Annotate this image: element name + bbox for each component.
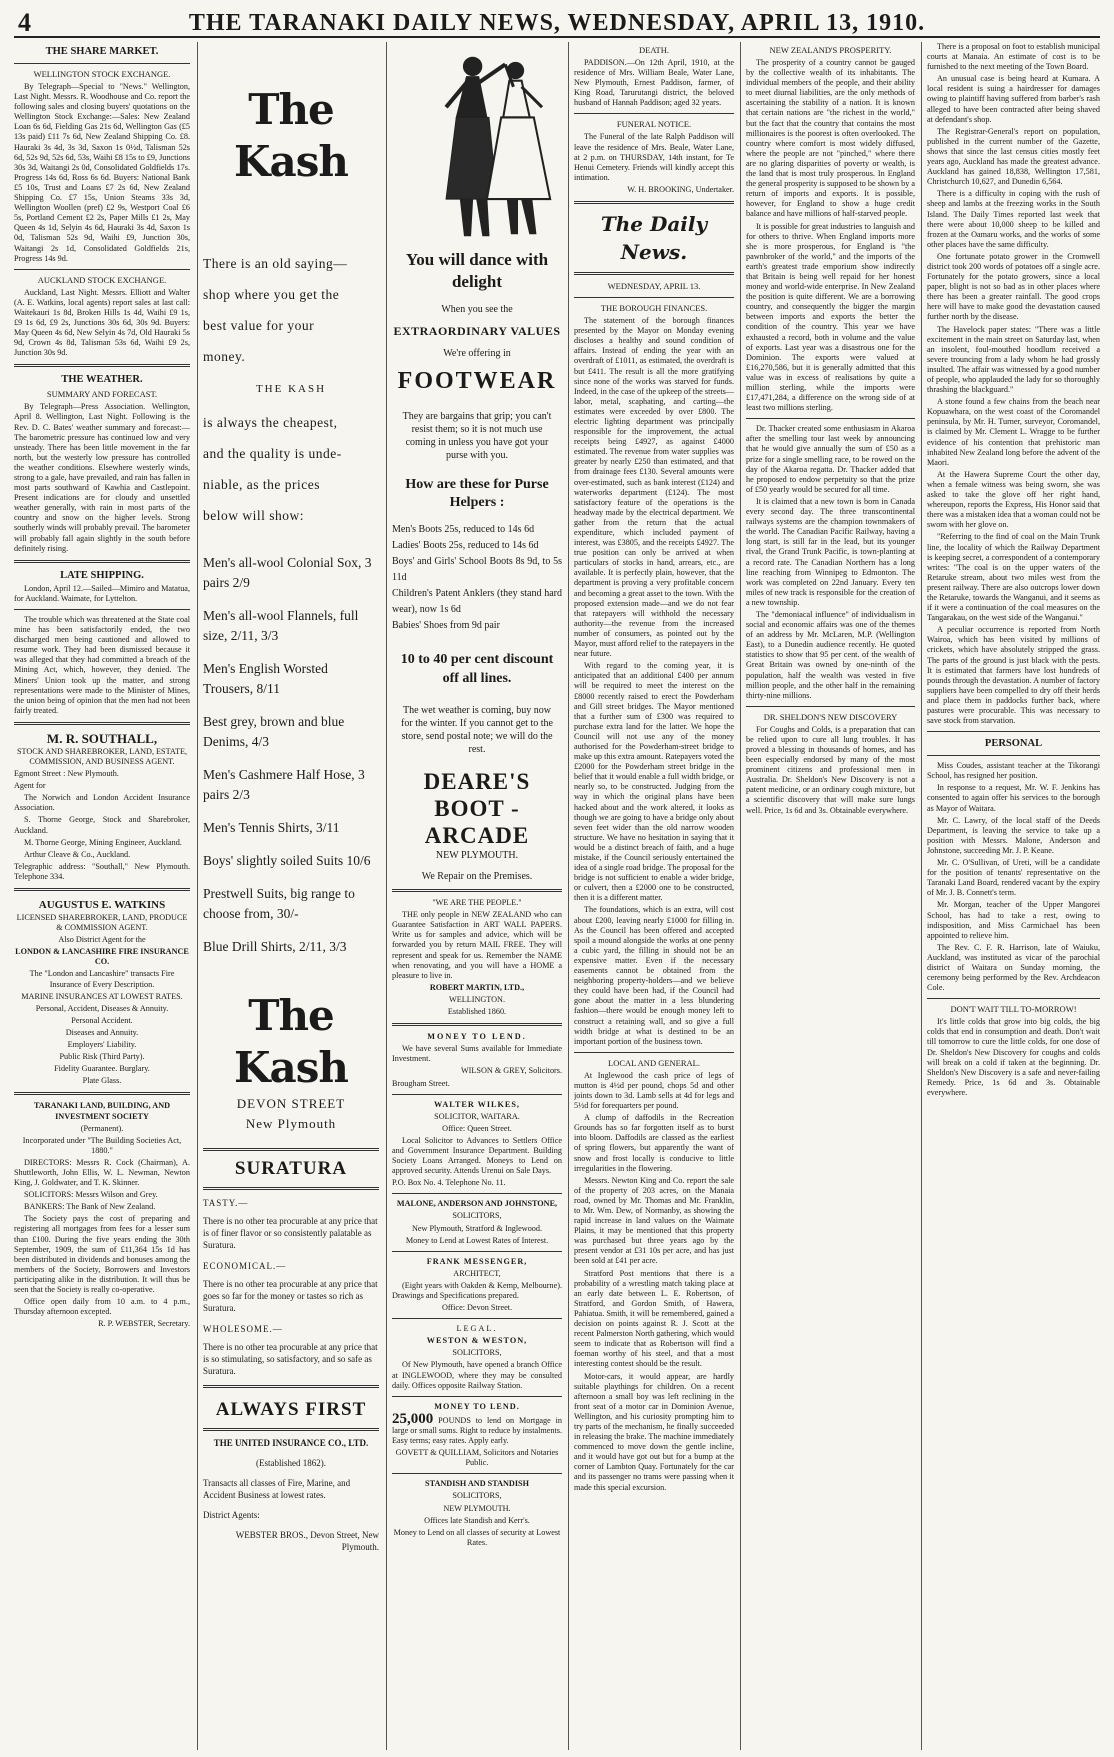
news-brief: "Referring to the find of coal on the Main Trunk line, the locality of which the Railway Department is keeping secret, a correspondent of a contemporary writes: "The coal is on the upper waters of the Retaruke stream, about two miles west from the present railway. There are also outcrops lower down the Retaruke, towards the Wanganui, and it seems as if it were a continuation of the coal measures on the Tangarakau, on the west side of the Wanganui." xyxy=(927,532,1100,623)
suratura-tasty-text: There is no other tea procurable at any price that is of finer flavor or so consistently palatable as Suratura. xyxy=(203,1216,378,1250)
deares-repair: We Repair on the Premises. xyxy=(421,871,533,883)
personal-item: In response to a request, Mr. W. F. Jenkins has consented to again offer his services to the borough as Mayor of Waitara. xyxy=(927,783,1100,813)
local-general-heading: LOCAL AND GENERAL. xyxy=(608,1057,700,1068)
prosperity-heading: NEW ZEALAND'S PROSPERITY. xyxy=(769,45,892,55)
standish-offices: Offices late Standish and Kerr's. xyxy=(424,1515,530,1525)
prosperity-paragraph: It is possible for great industries to languish and for others to thrive. When England imports more she is more prosperous, for England is "the pawnbroker of the world," and the imports of the earth's greatest trade emporium show indirectly that Britain is being well repaid for her honest money and world-wide enterprise. In New Zealand the position is quite different. We are a borrowing country, and consequently the bigger the margin between imports and exports the better the condition of the country. This year we have exhausted a record, both in volume and the value of exports. Last year was a disastrous one for the Dominion. The exports were valued at £16,270,586, but it is generally admitted that this value was in excess of realisations by quite a million sterling, while the imports were £17,471,284, a difference on the wrong side of at least two millions sterling. xyxy=(746,221,915,413)
building-society-secretary: R. P. WEBSTER, Secretary. xyxy=(98,1319,190,1329)
personal-item: The Rev. C. F. R. Harrison, late of Waiuku, Auckland, was instituted as vicar of the parochial district of Waitara on Sunday morning, the ceremony being performed by the Rev. Archdeacon Cole. xyxy=(927,942,1100,993)
funeral-notice: The Funeral of the late Ralph Paddison will leave the residence of Mrs. Beale, Water Lane, at 2 p.m. on THURSDAY, 14th instant, for Te Henui Cemetery. Friends will kindly accept this intimation. xyxy=(574,132,734,182)
footwear-price: Ladies' Boots 25s, reduced to 14s 6d xyxy=(392,540,539,552)
building-society-heading: TARANAKI LAND, BUILDING, AND INVESTMENT SOCIETY xyxy=(33,1101,171,1121)
personal-item: Mr. Morgan, teacher of the Upper Mangorei School, has had to take a rest, owing to indisposition, and Miss Carmichael has been appointed to relieve him. xyxy=(927,900,1100,940)
money-to-lend-text: We have several Sums available for Immediate Investment. xyxy=(392,1044,562,1064)
kash-price-item: Men's English Worsted Trousers, 8/11 xyxy=(203,661,328,696)
masthead xyxy=(14,6,1100,38)
borough-finances-paragraph: With regard to the coming year, it is anticipated that an additional £400 per annum will be required to meet the interest on the £8000 recently raised to erect the Powderham and Gill street bridges. The Mayor mentioned that a further sum of £300 was required to purchase extra land for the latter. We hope the Council will not use any of the money authorised for the Powderham-street bridge to make up this extra amount. Ratepayers voted the £2000 for the Powderham street bridge in the belief that it would enable a full width bridge, or nearly so, to be constructed. Judging from the way in which the original plans have been hacked about and the work altered, it looks as though we are going to have a bridge only about seven feet wider than the old narrow wooden structure. We have no hesitation in saying that it would be a distinct breach of faith, and a huge mistake, if the Council seriously entertained the idea of a single road bridge. The proposal for the bridge is not sufficient to enable a wider bridge, or culvert, then a £2000 one to be constructed, then it is a different matter. xyxy=(574,661,734,903)
deares-town: NEW PLYMOUTH. xyxy=(435,850,519,862)
suratura-wholesome-text: There is no other tea procurable at any price that is so stimulating, so satisfactory, and so safe as Suratura. xyxy=(203,1342,378,1376)
footwear-offering: We're offering in xyxy=(443,348,511,360)
news-brief: At the Hawera Supreme Court the other day, when a female witness was being sworn, she was asked to take the glove off her right hand, whereupon, reports the Express, His Honor said that there was a mistaken idea that a woman could not be sworn with her glove on. xyxy=(927,469,1100,530)
suratura-heading: SURATURA xyxy=(234,1158,348,1179)
auckland-exchange-heading: AUCKLAND STOCK EXCHANGE. xyxy=(37,274,167,285)
suratura-wholesome-label: WHOLESOME.— xyxy=(203,1324,283,1334)
auckland-exchange-text: Auckland, Last Night. Messrs. Elliott and Walter (A. E. Watkins, local agents) report sales at last call: Waitekauri 1s 8d, Broken Hills 1s 4d, Waihi £9 1s, £9 1s 6d, £9 2s, Junctions 30s 6d, 30s 9d. Buyers: May Queen 4s 6d, New Selyin 4s 7d, Old Hauraki 5s 9d, Crown 4s 8d, Talisman 53s 6d, Waihi £9 2s, Junction 30s 9d. xyxy=(14,287,190,358)
column-footwear-ad xyxy=(392,42,562,1750)
robert-martin-town: WELLINGTON. xyxy=(448,994,505,1004)
column-rule xyxy=(740,42,741,1750)
walter-wilkes-text: Local Solicitor to Advances to Settlers Office and Government Insurance Department. Building Society Loans Arranged. Moneys to Lend on approved security. Attends Urenui on Sale Days. xyxy=(392,1135,562,1176)
wellington-exchange-text: By Telegraph—Special to "News." Wellington, Last Night. Messrs. R. Woodhouse and Co. report the following sales and closing buyers' quotations on the Wellington Stock Exchange:—Sales: New Zealand Loan 6s 6d, Fielding Gas 21s 6d, Wellington Gas (£5 13s paid) £11 7s 6d, New Zealand Shipping Co. £8. Hauraki 3s 4d, 3s 3d, Saxon 1s 0½d, Talisman 52s 6d, 52s 9d, 52s 6d, 53s, Waihi £8 15s to £9, Junctions 30s 3d, Waitangi 2s 0d, Consolidated Goldfields 17s. Progress 14s 6d, Ross 6s 6d. Buyers: National Bank £5 10s, Trust and Loans £7 2s 6d, New Zealand Shipping Co. £7 15s, Union Steams 33s 3d, Wellington Woollen (pref) £2 9s, Westport Coal £6 5s, Portland Cement £2 2s, Paper Mills £1 2s, May Queen 4s 1d, Selyin 4s 6d, Hauraki 3s 4d, Saxon 1s 0d, Talisman 52s 9d, Waihi £9, Junction 30s, Waitangi 2s 1d, Consolidated Goldfields 21s, Progress 14s 9d. xyxy=(14,82,190,263)
footwear-price: Children's Patent Anklers (they stand hard wear), now 1s 6d xyxy=(392,588,562,616)
walter-wilkes-office: Office: Queen Street. xyxy=(442,1123,512,1133)
news-brief: The Registrar-General's report on population, published in the current number of the Gazette, shows that since the last census cities mostly feet years ago, Auckland has made the greatest advance. Auckland has gained 18,838, Wellington 17,581, Christchurch 10,627, and Dunedin 6,564. xyxy=(927,126,1100,187)
southall-name: M. R. SOUTHALL, xyxy=(46,730,158,746)
column-rule xyxy=(386,42,387,1750)
kash-price-item: Men's Tennis Shirts, 3/11 xyxy=(203,820,340,835)
building-society-incorporated: Incorporated under "The Building Societies Act, 1880." xyxy=(22,1135,182,1155)
kash-cheapest-line: is always the cheapest, xyxy=(203,415,338,430)
weston-text: Of New Plymouth, have opened a branch Office at INGLEWOOD, where they may be consulted daily. Offices opposite Railway Station. xyxy=(392,1360,562,1390)
kash-price-item: Best grey, brown and blue Denims, 4/3 xyxy=(203,714,345,749)
robert-martin-established: Established 1860. xyxy=(447,1007,507,1017)
page-number: 4 xyxy=(18,8,31,37)
paper-title: THE TARANAKI DAILY NEWS, WEDNESDAY, APRIL 13, 1910. xyxy=(188,10,926,36)
suratura-tasty-label: TASTY.— xyxy=(203,1198,249,1208)
weather-summary-heading: SUMMARY AND FORECAST. xyxy=(46,389,158,400)
footwear-dance-heading: You will dance with delight xyxy=(405,250,549,292)
borough-finances-paragraph: The statement of the borough finances presented by the Mayor on Monday evening discloses a healthy and sound condition of affairs. Instead of ending the year with an overdraft of £1011, as estimated, the overdraft is but £411. The result is all the more gratifying since none of the works was starved for funds. Indeed, in the case of the upkeep of the streets—labor, metal, scaphating, and carting—the estimates were exceeded by over £800. The electric lighting department was principally responsible for the improvement, the actual receipts being £4927, as against £4000 estimated. The revenue from water supplies was greater by nearly £250 than estimated, and that from drainage fees £130. Several amounts were over-estimated, such as bank interest (£124) and waterworks department (£124). The most satisfactory feature of the operations is the headway made by the electrical department. We gather from the return that the actual expenditure, which included payment of interest, was £3805, and the receipts £4927. The true position can only be arrived at when particulars of stocks in hand, arrears, etc., are available. It is perfectly plain, however, that the department is proving a very profitable concern and becoming a great asset to the town. With the proposed extension made—and we do not fear that ratepayers will withhold the necessary authority—the revenue from the increased number of consumers, as pointed out by the Mayor, must afford relief to the ratepayers in the near future. xyxy=(574,316,734,659)
deares-boot-arcade: DEARE'S BOOT - ARCADE xyxy=(423,769,531,849)
kash-saying-line: There is an old saying— xyxy=(203,256,348,271)
personal-item: Miss Coudes, assistant teacher at the Tikorangi School, has resigned her position. xyxy=(927,761,1100,781)
kash-street: DEVON STREET xyxy=(236,1096,346,1111)
weather-text: By Telegraph—Press Association. Wellington, April 8. Wellington, Last Night. Following is the Rev. D. C. Bates' weather summary and forecast:—The barometric pressure has continued low and very unsteady. There has been little movement in the far north, but the westerly low pressure has controlled the weather conditions. Elsewhere westerly winds, strong to a gale, have prevailed, and rain has fallen in most parts southward of Kawhia and Castlepoint. Present indications are for cloudy and unsettled weather generally, with rain in most parts of the country and snow on the higher levels. Strong southerly winds will probably prevail. The barometer will probably fall again slightly in the south before definitely rising. xyxy=(14,402,190,553)
footwear-wet-weather: The wet weather is coming, buy now for the winter. If you cannot get to the store, send postal note; we will do the rest. xyxy=(401,705,553,756)
marine-insurance: MARINE INSURANCES AT LOWEST RATES. xyxy=(21,991,183,1001)
govett-quilliam: GOVETT & QUILLIAM, Solicitors and Notaries Public. xyxy=(395,1448,559,1468)
watkins-title: LICENSED SHAREBROKER, LAND, PRODUCE & COMMISSION AGENT. xyxy=(16,913,188,933)
personal-heading: PERSONAL xyxy=(984,738,1043,750)
sheldon-discovery-text: For Coughs and Colds, is a preparation that can be relied upon to cure all lung troubles. It has proved a blessing in thousands of homes, and has been especially endorsed by many of the most prominent citizens and professional men in Australia. Dr. Sheldon's New Discovery is not a patent medicine, or an ordinary cough mixture, but a scientific discovery that will make sure lungs well. Price, 1s 6d and 3s. Obtainable everywhere. xyxy=(746,724,915,815)
column-rule xyxy=(197,42,198,1750)
weston-name: WESTON & WESTON, xyxy=(426,1336,528,1346)
watkins-also: Also District Agent for the xyxy=(58,935,146,945)
kash-saying-line: best value for your xyxy=(203,318,315,333)
always-first-heading: ALWAYS FIRST xyxy=(215,1399,367,1420)
money-lend-amount: 25,000 xyxy=(392,1410,434,1427)
death-notice: PADDISON.—On 12th April, 1910, at the residence of Mrs. William Beale, Water Lane, New Plymouth, Ernest Paddison, farmer, of King Road, Tarurutangi district, the beloved husband of Hannah Paddison; aged 32 years. xyxy=(574,58,734,108)
kash-price-item: Men's Cashmere Half Hose, 3 pairs 2/3 xyxy=(203,767,365,802)
southall-telegraphic: Telegraphic address: "Southall," New Plymouth. Telephone 334. xyxy=(14,861,190,881)
insurance-item: Personal Accident. xyxy=(71,1015,133,1025)
dont-wait-heading: DON'T WAIT TILL TO-MORROW! xyxy=(950,1004,1077,1015)
prosperity-paragraph: The prosperity of a country cannot be gauged by the collective wealth of its inhabitants. The individual members of the people, and their ability to meet diurnal liabilities, are the only methods of ascertaining the stability of a nation. It is known that certain nations are "the richest in the world," but the fact that the country that contains the most millionaires is the poorest is often overlooked. The country where comfort is most widely diffused, where the people are not "pinched," where there are no glaring disparities of poverty or wealth, is the land that is most truly prosperous. In England the general prosperity is supposed to be shown by a return of imports and exports. It is possible, however, for England to show a huge credit balance and have millions of half-starved people. xyxy=(746,58,915,219)
news-brief: There is a difficulty in coping with the rush of sheep and lambs at the freezing works in the South Island. The Daily Times reported last week that there were about 10,000 sheep to be killed and frozen at the Oamaru works, and the works of some other places have the same difficulty. xyxy=(927,189,1100,249)
agent-item: Arthur Cleave & Co., Auckland. xyxy=(24,849,131,859)
daily-news-masthead: The Daily News. xyxy=(600,212,708,265)
column-kash-ad xyxy=(203,42,379,1750)
footwear-heading: FOOTWEAR xyxy=(397,368,557,395)
insurance-item: Plate Glass. xyxy=(82,1076,122,1086)
kash-town: New Plymouth xyxy=(245,1116,337,1131)
southall-street: Egmont Street : New Plymouth. xyxy=(14,769,119,779)
standish-town: NEW PLYMOUTH. xyxy=(443,1503,511,1513)
kash-logo-footer: The Kash xyxy=(234,991,348,1092)
footwear-price: Men's Boots 25s, reduced to 14s 6d xyxy=(392,524,535,536)
column-rule xyxy=(568,42,569,1750)
frank-messenger-title: ARCHITECT, xyxy=(453,1268,501,1278)
united-insurance-name: THE UNITED INSURANCE CO., LTD. xyxy=(213,1438,369,1448)
money-lend-heading: MONEY TO LEND. xyxy=(434,1401,520,1411)
building-society-bankers: BANKERS: The Bank of New Zealand. xyxy=(24,1202,156,1212)
agent-item: S. Thorne George, Stock and Sharebroker, Auckland. xyxy=(14,815,190,835)
footwear-price: Babies' Shoes from 9d pair xyxy=(392,620,500,632)
footwear-extraordinary: EXTRAORDINARY VALUES xyxy=(393,324,561,339)
news-brief: There is a proposal on foot to establish municipal courts at Manaia. An estimate of cost is to be furnished to the next meeting of the Town Board. xyxy=(927,42,1100,72)
funeral-heading: FUNERAL NOTICE. xyxy=(616,119,692,130)
kash-logo: The Kash xyxy=(234,85,348,186)
column-five-paragraph: The "demoniacal influence" of individualism in social and economic affairs was one of the themes of an address by Mr. McLaren, M.P. (Wellington East), to a Dunedin audience recently. He quoted statistics to show that 95 per cent. of the wealth of Great Britain was owned by one-ninth of the population, half the wealth was vested in five million people, and the other half in the remaining thirty-nine millions. xyxy=(746,609,915,700)
local-general-paragraph: Motor-cars, it would appear, are hardly suitable playthings for children. On a recent afternoon a small boy was left reclining in the front seat of a motor car in Dominion Avenue, Wellington, and his curiosity prompting him to try parts of the mechanism, he finally succeeded in releasing the brake. The machine immediately commenced to move down the gentle incline, and it would have got out but for a bump at the corner of Lambton Quay. Fortunately for the car and its passenger no trams were passing when it made this special excursion. xyxy=(574,1371,734,1492)
frank-messenger-text: (Eight years with Oakden & Kemp, Melbourne). Drawings and Specifications prepared. xyxy=(392,1280,562,1300)
footwear-bargains: They are bargains that grip; you can't resist them; so it is not much use coming in unless you have got your purse with you. xyxy=(402,411,552,462)
suratura-economical-text: There is no other tea procurable at any price that goes so far for the money or tastes so rich as Suratura. xyxy=(203,1279,378,1313)
malone-text: Money to Lend at Lowest Rates of Interest. xyxy=(405,1235,549,1245)
dancing-couple-illustration xyxy=(392,46,562,246)
share-market-heading: THE SHARE MARKET. xyxy=(45,46,159,57)
money-lend-text: POUNDS to lend on Mortgage in large or small sums. Right to reduce by instalments. Easy terms; easy rates. Apply early. xyxy=(392,1415,562,1446)
united-insurance-agents: WEBSTER BROS., Devon Street, New Plymouth. xyxy=(235,1530,379,1552)
kash-subheading: THE KASH xyxy=(255,383,327,395)
building-society-hours: Office open daily from 10 a.m. to 4 p.m., Thursday afternoon excepted. xyxy=(14,1297,190,1317)
column-rule xyxy=(921,42,922,1750)
weston-title: SOLICITORS, xyxy=(452,1348,502,1358)
sheldon-discovery-heading: DR. SHELDON'S NEW DISCOVERY xyxy=(763,711,898,722)
local-general-paragraph: At Inglewood the cash price of legs of mutton is 4½d per pound, chops 5d and other joints down to 3d. Lamb sells at 4d for legs and 5½d for forequarters per pound. xyxy=(574,1070,734,1111)
malone-name: MALONE, ANDERSON AND JOHNSTONE, xyxy=(396,1199,558,1209)
united-insurance-text: Transacts all classes of Fire, Marine, and Accident Business at lowest rates. xyxy=(203,1478,351,1500)
personal-item: Mr. C. Lawry, of the local staff of the Deeds Department, is leaving the service to take up a position with Messrs. Malone, Anderson and Johnstone, succeeding Mr. J. P. Keane. xyxy=(927,815,1100,855)
wilson-grey: WILSON & GREY, Solicitors. xyxy=(460,1066,562,1076)
united-insurance-district: District Agents: xyxy=(203,1510,260,1520)
frank-messenger-office: Office: Devon Street. xyxy=(441,1303,513,1313)
borough-finances-paragraph: The foundations, which is an extra, will cost about £200, leaving nearly £1000 for filling in. As the Council has been offered and accepted spoil a mound alongside the works at one penny a cubic yard, the filling in should not be an expensive matter. Even if the necessary easements cannot be obtained from the neighboring property-holders—and we believe they could have been had, if the Council had gone about the matter in a less blundering fashion—there would be enough money left to construct a retaining wall, and so give a full width bridge at what is destined to be an important portion of the business town. xyxy=(574,905,734,1046)
money-to-lend-heading: MONEY TO LEND. xyxy=(427,1032,527,1042)
watkins-name: AUGUSTUS E. WATKINS xyxy=(38,899,166,911)
agent-item: M. Thorne George, Mining Engineer, Auckland. xyxy=(24,837,182,847)
kash-cheapest-line: below will show: xyxy=(203,508,304,523)
column-share-market xyxy=(14,42,190,1750)
insurance-item: Employers' Liability. xyxy=(67,1040,137,1050)
local-general-paragraph: Stratford Post mentions that there is a probability of a wrestling match taking place at an early date between L. E. Robertson, of Stratford, and Gordon Smith, of Hawera, Pahiatua. Smith, it will be remembered, gained a decision on points against R. J. Scott at the recent Palmerston North gathering, which would seem to indicate that as Robertson will find a foeman worthy of his steel, and that a most interesting contest should be the result. xyxy=(574,1268,734,1369)
dont-wait-text: It's little colds that grow into big colds, the big colds that end in consumption and death. Don't wait till tomorrow to cure the little colds, for one dose of Dr. Sheldon's New Discovery for coughs and colds will break on a cold if taken at the beginning. Dr. Sheldon's New Discovery is a safe and never-failing Remedy. Price, 1s 6d and 3s. Obtainable everywhere. xyxy=(927,1017,1100,1097)
weather-heading: THE WEATHER. xyxy=(61,374,143,386)
footwear-when: When you see the xyxy=(441,304,513,316)
kash-price-item: Prestwell Suits, big range to choose from, 30/- xyxy=(203,886,355,921)
local-general-paragraph: A clump of daffodils in the Recreation Grounds has so far forgotten itself as to burst into bloom. Daffodils are classed as the earliest of spring flowers, but apparently the want of snow and frost locally is conducive to little irregularities in the flowering. xyxy=(574,1113,734,1173)
kash-saying-line: money. xyxy=(203,349,246,364)
watkins-fire: LONDON & LANCASHIRE FIRE INSURANCE CO. xyxy=(15,947,189,967)
legal-heading: LEGAL. xyxy=(456,1324,498,1334)
people-text: THE only people in NEW ZEALAND who can Guarantee Satisfaction in ART WALL PAPERS. Write us for samples and advice, which will be forwarded you by return MAIL FREE. They will represent and speak for us. Remember the NAME when renovating, and you will have a HOME a pleasure to live in. xyxy=(392,910,562,980)
agent-item: The Norwich and London Accident Insurance Association. xyxy=(14,793,190,813)
kash-price-item: Boys' slightly soiled Suits 10/6 xyxy=(203,853,371,868)
robert-martin-name: ROBERT MARTIN, LTD., xyxy=(429,982,525,992)
people-heading: "WE ARE THE PEOPLE." xyxy=(432,898,522,908)
shipping-text: London, April 12.—Sailed—Mimiro and Matatua, for Auckland. Waimate, for Lyttelton. xyxy=(14,583,190,603)
borough-finances-heading: THE BOROUGH FINANCES. xyxy=(600,303,708,314)
column-five-paragraph: It is claimed that a new town is born in Canada every second day. The three transcontinental railways systems are the champion townmakers of the world. The Canadian Pacific Railway, having a long start, is still far in the lead, but its younger rival, the Grand Trunk Pacific, is town-planting at a record rate. The Canadian Northern has a long line reaching from Winnipeg to Edmonton. The work was completed on 22nd January. Every ten miles of new track is responsible for the creation of a new township. xyxy=(746,496,915,607)
building-society-solicitors: SOLICITORS: Messrs Wilson and Grey. xyxy=(24,1190,158,1200)
column-prosperity xyxy=(746,42,915,1750)
insurance-item: Fidelity Guarantee. Burglary. xyxy=(54,1064,150,1074)
kash-price-item: Men's all-wool Flannels, full size, 2/11, 3/3 xyxy=(203,608,359,643)
news-brief: The Havelock paper states: "There was a little excitement in the main street on Saturday last, when an insolent, foul-mouthed hoodlum received a severe trouncing from a lady whom he had grossly insulted. The affair was witnessed by a good number of people, who applauded the lady for so thoroughly thrashing the blackguard." xyxy=(927,324,1100,395)
kash-price-item: Blue Drill Shirts, 2/11, 3/3 xyxy=(203,939,347,954)
column-five-paragraph: Dr. Thacker created some enthusiasm in Akaroa after the smelling tour last week by announcing that he would give annually the sum of £50 as a prize for a single smelling race, to be rowed on the day of the Akaroa regatta. Dr. Thacker added that he proposed to endow perpetuity so that the prize of £50 yearly would be secured for all time. xyxy=(746,424,915,494)
walter-wilkes-name: WALTER WILKES, xyxy=(434,1099,520,1109)
column-news-briefs xyxy=(927,42,1100,1750)
local-general-paragraph: Messrs. Newton King and Co. report the sale of the property of 203 acres, on the Manaia road, owned by Mr. Thomas and Mr. Franklin, to Mr. Wm. Dew, of Normanby, as showing the rapid increase in land values on the Waimate Plains, it may be mentioned that this property was purchased but three years ago by the present vendor at £31 10s per acre, and has just been sold at £41 per acre. xyxy=(574,1175,734,1266)
kash-cheapest-line: and the quality is unde- xyxy=(203,446,342,461)
news-brief: An unusual case is being heard at Kumara. A local resident is suing a hairdresser for damages owing to plaintiff having suffered from barber's rash alleged to have been contracted after being shaved at defendant's shop. xyxy=(927,74,1100,124)
personal-item: Mr. C. O'Sullivan, of Ureti, will be a candidate for the position of tenants' representative on the Taranaki Land Board, rendered vacant by the expiry of Mr. J. B. Connett's term. xyxy=(927,858,1100,898)
wellington-exchange-heading: WELLINGTON STOCK EXCHANGE. xyxy=(33,69,171,79)
kash-cheapest-line: niable, as the prices xyxy=(203,477,320,492)
frank-messenger-name: FRANK MESSENGER, xyxy=(426,1256,528,1266)
walter-wilkes-title: SOLICITOR, WAITARA. xyxy=(434,1111,520,1121)
kash-price-item: Men's all-wool Colonial Sox, 3 pairs 2/9 xyxy=(203,555,372,590)
insurance-item: Diseases and Annuity. xyxy=(65,1027,139,1037)
news-brief: A peculiar occurrence is reported from North Wairoa, which has been visited by millions of crickets, which have absolutely stripped the grass. The parts of the ground is just black with the pests. It is estimated that farmers have lost hundreds of pounds through the devastation. A number of factory suppliers have been compelled to dry off their herds and place them in paddocks further back, where pastures were procurable. This was necessary to save stock from starvation. xyxy=(927,625,1100,726)
insurance-item: Personal, Accident, Diseases & Annuity. xyxy=(35,1003,169,1013)
editorial-date: WEDNESDAY, APRIL 13. xyxy=(607,281,701,292)
footwear-price: Boys' and Girls' School Boots 8s 9d, to 5s 11d xyxy=(392,556,562,584)
news-brief: A stone found a few chains from the beach near Kopuawhara, on the west coast of the Coromandel peninsula, by Mr. H. Turner, surveyor, Coromandel, is claimed by Mr. Clement L. Wragge to be further evidence of his contention that prehistoric man inhabited New Zealand long before the advent of the Maori. xyxy=(927,397,1100,467)
malone-town: New Plymouth, Stratford & Inglewood. xyxy=(411,1223,543,1233)
news-brief: One fortunate potato grower in the Cromwell district took 200 words of potatoes off a single acre. Fortunately for the potato growers, since a local paper, blight is not so bad as in other places where there has been a greater rainfall. The good crops here will have to make good the devastation caused further north by the disease. xyxy=(927,251,1100,322)
standish-title: SOLICITORS, xyxy=(452,1491,502,1501)
united-insurance-established: (Established 1862). xyxy=(256,1458,326,1468)
building-society-permanent: (Permanent). xyxy=(80,1123,124,1133)
column-editorial xyxy=(574,42,734,1750)
building-society-directors: DIRECTORS: Messrs R. Cock (Chairman), A. Shuttleworth, John Ellis, W. L. Newman, Newton King, J. Goldwater, and T. K. Skinner. xyxy=(14,1157,190,1188)
agent-for-label: Agent for xyxy=(14,781,46,791)
standish-text: Money to Lend on all classes of security at Lowest Rates. xyxy=(393,1527,561,1547)
purse-helpers-heading: How are these for Purse Helpers : xyxy=(405,477,549,511)
kash-saying-line: shop where you get the xyxy=(203,287,340,302)
standish-name: STANDISH AND STANDISH xyxy=(425,1479,529,1489)
state-mine-text: The trouble which was threatened at the State coal mine has been satisfactorily ended, the two discharged men being cautioned and allowed to resume work. They had been dismissed because it was alleged that they had committed a breach of the Mining Act, which, however, they denied. The Miners' Union took up the matter, and strong representations were made to the Minister of Mines, the union being of opinion that the men had not been fairly treated. xyxy=(14,614,190,715)
watkins-fire-text: The "London and Lancashire" transacts Fire Insurance of Every Description. xyxy=(29,969,175,989)
footwear-discount: 10 to 40 per cent discount off all lines. xyxy=(400,652,554,687)
building-society-text: The Society pays the cost of preparing and registering all mortgages from fees for a lesser sum than £100. During the five years ending the 30th September, 1909, the sum of £11,364 15s 1d has been distributed in dividends and bonuses among the members of the Society, Borrowers and Investors participating alike in the distribution. It will thus be seen that the Society is really co-operative. xyxy=(14,1214,190,1294)
walter-wilkes-box: P.O. Box No. 4. Telephone No. 11. xyxy=(392,1178,506,1188)
brougham-street: Brougham Street. xyxy=(392,1078,450,1088)
shipping-heading: LATE SHIPPING. xyxy=(60,569,144,581)
insurance-item: Public Risk (Third Party). xyxy=(59,1052,145,1062)
undertaker: W. H. BROOKING, Undertaker. xyxy=(627,184,734,194)
malone-title: SOLICITORS, xyxy=(452,1211,502,1221)
death-heading: DEATH. xyxy=(639,45,669,55)
suratura-economical-label: ECONOMICAL.— xyxy=(203,1261,287,1271)
southall-title: STOCK AND SHAREBROKER, LAND, ESTATE, COMMISSION, AND BUSINESS AGENT. xyxy=(16,746,187,766)
